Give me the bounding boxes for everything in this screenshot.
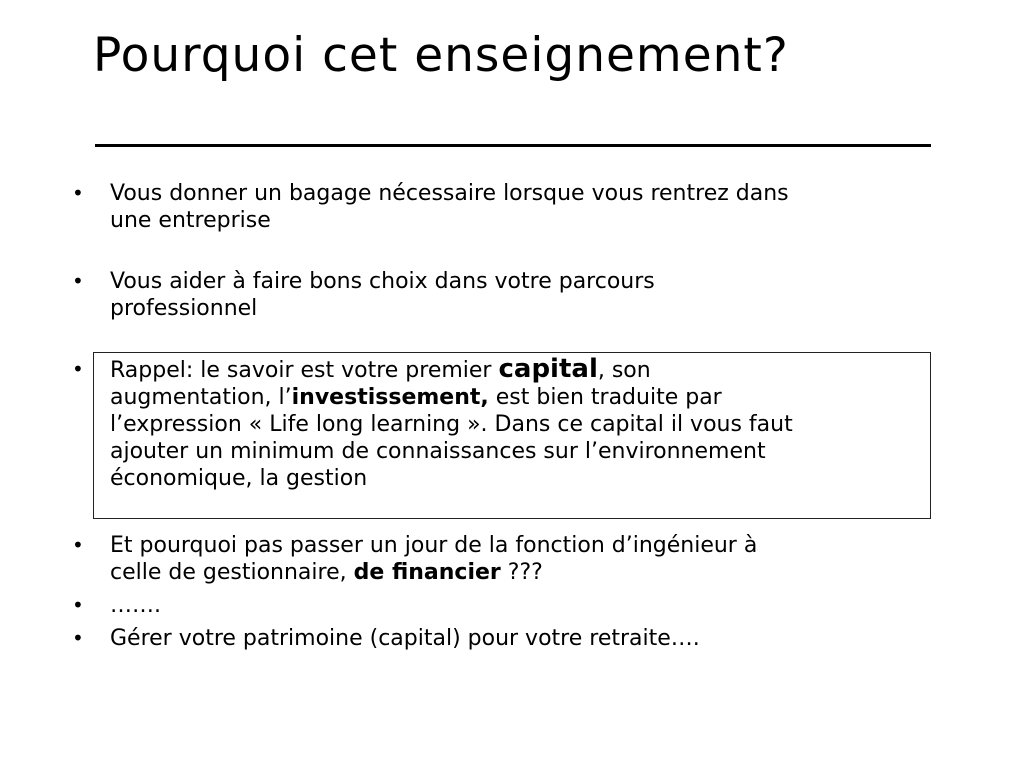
emphasis-investissement: investissement,: [291, 385, 489, 410]
bullet-list: [70, 180, 940, 652]
text-run: , son: [597, 358, 651, 383]
bullet-line: économique, la gestion: [110, 466, 368, 491]
bullet-line: …….: [110, 593, 161, 618]
text-run: celle de gestionnaire,: [110, 560, 354, 585]
text-run: augmentation, l’: [110, 385, 292, 410]
bullet-dot: •: [72, 181, 84, 205]
bullet-line: [110, 356, 940, 384]
bullet-line: Et pourquoi pas passer un jour de la fonction d’ingénieur à: [110, 533, 758, 558]
text-run: Rappel: le savoir est votre premier: [110, 358, 499, 383]
bullet-line: l’expression « Life long learning ». Dans ce capital il vous faut: [110, 412, 793, 437]
slide-title: Pourquoi cet enseignement?: [93, 28, 789, 83]
bullet-item-patrimoine: [70, 625, 940, 652]
bullet-item-ellipsis: [70, 592, 940, 619]
text-run: est bien traduite par: [488, 385, 722, 410]
bullet-line: [110, 384, 940, 411]
bullet-item-parcours: [70, 268, 940, 322]
text-run: ???: [500, 560, 543, 585]
bullet-dot: •: [72, 357, 84, 381]
bullet-line: Vous donner un bagage nécessaire lorsque vous rentrez dans: [110, 181, 789, 206]
bullet-dot: •: [72, 626, 84, 650]
emphasis-capital: capital: [498, 354, 598, 384]
bullet-line: Gérer votre patrimoine (capital) pour votre retraite….: [110, 626, 700, 651]
title-underline: [95, 144, 931, 147]
bullet-line: professionnel: [110, 296, 258, 321]
bullet-line: une entreprise: [110, 208, 271, 233]
bullet-line: ajouter un minimum de connaissances sur l’environnement: [110, 439, 766, 464]
emphasis-financier: de financier: [353, 560, 501, 585]
bullet-line: Vous aider à faire bons choix dans votre parcours: [110, 269, 655, 294]
bullet-item-rappel: [70, 356, 940, 492]
bullet-dot: •: [72, 269, 84, 293]
bullet-item-financier: [70, 532, 940, 586]
bullet-line: [110, 559, 940, 586]
bullet-dot: •: [72, 593, 84, 617]
bullet-item-bagage: [70, 180, 940, 234]
bullet-dot: •: [72, 533, 84, 557]
